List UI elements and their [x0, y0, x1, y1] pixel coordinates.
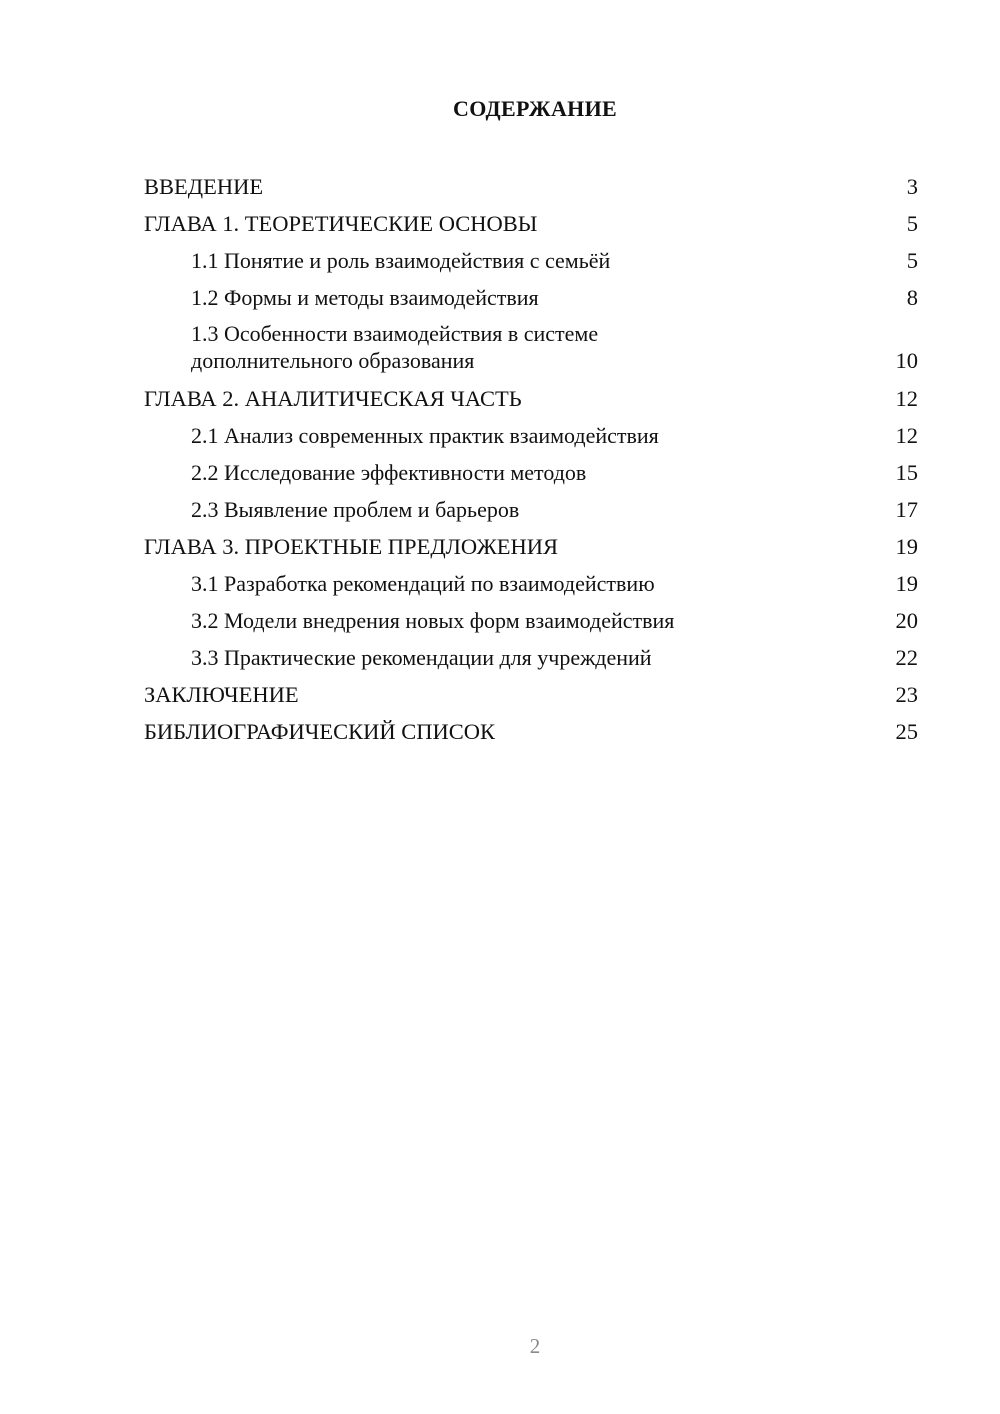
table-of-contents [144, 168, 918, 750]
page-number: 2 [529, 1334, 541, 1358]
toc-entry-text: 3.2 Модели внедрения новых форм взаимодействия [191, 608, 675, 633]
toc-entry-introduction[interactable] [144, 168, 918, 205]
toc-entry-section-3-1[interactable] [144, 565, 918, 602]
toc-entry-page: 12 [895, 386, 918, 411]
toc-entry-page: 3 [906, 174, 918, 199]
toc-entry-section-2-3[interactable] [144, 491, 918, 528]
toc-entry-text: 2.2 Исследование эффективности методов [191, 460, 587, 485]
toc-entry-chapter-1[interactable] [144, 205, 918, 242]
toc-entry-text: 1.1 Понятие и роль взаимодействия с семьёй [191, 248, 611, 273]
toc-entry-text: БИБЛИОГРАФИЧЕСКИЙ СПИСОК [144, 719, 496, 744]
toc-entry-chapter-3[interactable] [144, 528, 918, 565]
toc-entry-page: 12 [895, 423, 918, 448]
toc-title: СОДЕРЖАНИЕ [453, 96, 617, 121]
toc-entry-page: 19 [895, 534, 918, 559]
toc-entry-text: 1.2 Формы и методы взаимодействия [191, 285, 539, 310]
toc-entry-page: 8 [906, 285, 918, 310]
toc-entry-page: 10 [895, 348, 918, 373]
toc-entry-chapter-2[interactable] [144, 380, 918, 417]
toc-entry-section-1-2[interactable] [144, 279, 918, 316]
toc-entry-text: 1.3 Особенности взаимодействия в системе дополнительного образования [191, 321, 599, 373]
toc-entry-page: 25 [895, 719, 918, 744]
toc-entry-section-2-2[interactable] [144, 454, 918, 491]
toc-entry-page: 15 [895, 460, 918, 485]
toc-entry-text: 2.3 Выявление проблем и барьеров [191, 497, 520, 522]
toc-entry-text: 2.1 Анализ современных практик взаимодействия [191, 423, 659, 448]
toc-entry-text: ГЛАВА 1. ТЕОРЕТИЧЕСКИЕ ОСНОВЫ [144, 211, 538, 236]
toc-entry-section-1-3[interactable] [144, 316, 918, 380]
toc-entry-text: ГЛАВА 3. ПРОЕКТНЫЕ ПРЕДЛОЖЕНИЯ [144, 534, 559, 559]
toc-entry-text: 3.3 Практические рекомендации для учреждений [191, 645, 652, 670]
toc-entry-bibliography[interactable] [144, 713, 918, 750]
toc-entry-text: ГЛАВА 2. АНАЛИТИЧЕСКАЯ ЧАСТЬ [144, 386, 522, 411]
toc-entry-section-1-1[interactable] [144, 242, 918, 279]
toc-entry-section-3-3[interactable] [144, 639, 918, 676]
toc-entry-text: ЗАКЛЮЧЕНИЕ [144, 682, 299, 707]
toc-entry-page: 23 [895, 682, 918, 707]
toc-entry-text: 3.1 Разработка рекомендаций по взаимодействию [191, 571, 655, 596]
toc-entry-text: ВВЕДЕНИЕ [144, 174, 264, 199]
toc-entry-section-3-2[interactable] [144, 602, 918, 639]
toc-entry-page: 5 [906, 211, 918, 236]
toc-entry-section-2-1[interactable] [144, 417, 918, 454]
toc-entry-conclusion[interactable] [144, 676, 918, 713]
toc-entry-page: 5 [906, 248, 918, 273]
toc-entry-page: 20 [895, 608, 918, 633]
toc-entry-page: 19 [895, 571, 918, 596]
toc-entry-page: 17 [895, 497, 918, 522]
toc-entry-page: 22 [895, 645, 918, 670]
